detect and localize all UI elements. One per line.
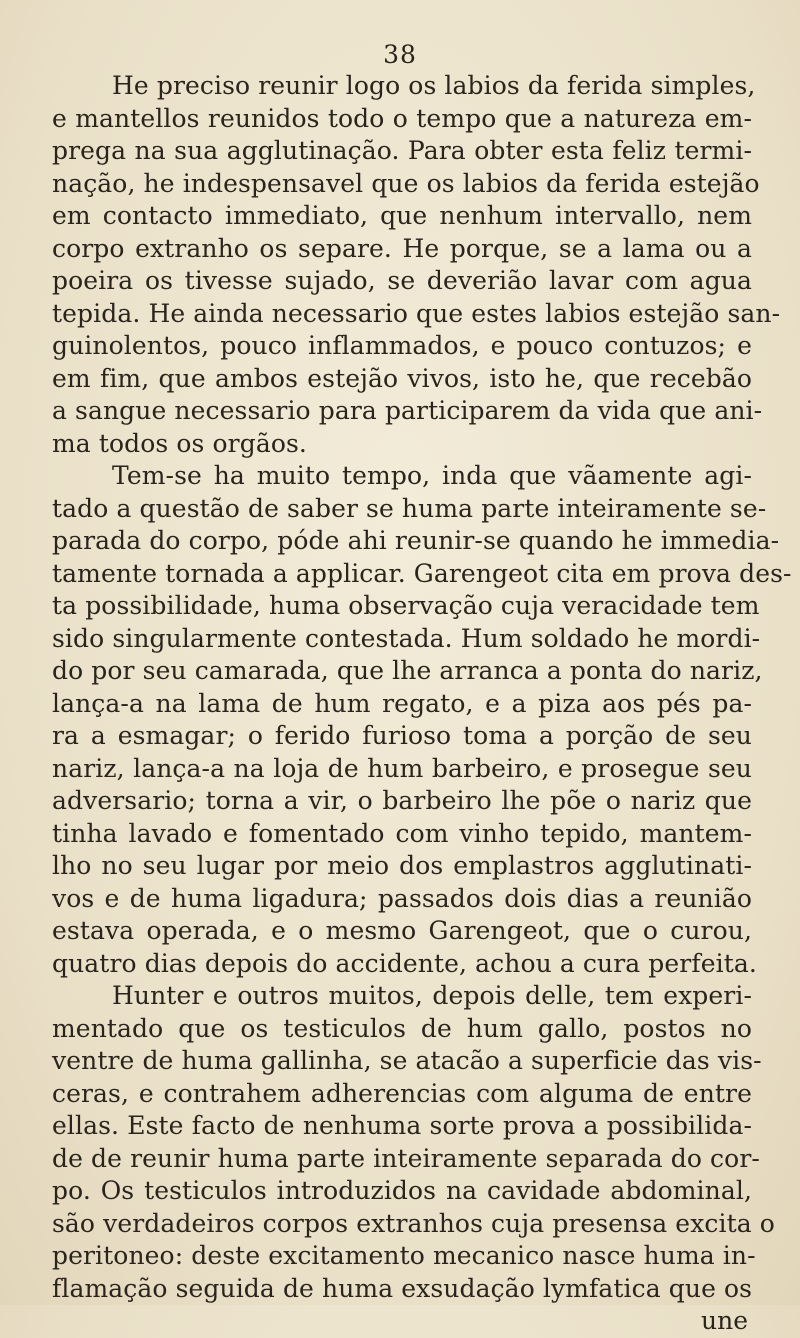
text-line: Hunter e outros muitos, depois delle, tem experi- xyxy=(112,981,752,1010)
text-line: ventre de huma gallinha, se atacão a superficie das vis- xyxy=(52,1046,762,1075)
catchword: une xyxy=(701,1306,748,1335)
text-line: tamente tornada a applicar. Garengeot cita em prova des- xyxy=(52,558,792,588)
text-line: tinha lavado e fomentado com vinho tepido, mantem- xyxy=(52,818,752,848)
text-line: estava operada, e o mesmo Garengeot, que o curou, xyxy=(52,916,752,945)
text-line: quatro dias depois do accidente, achou a cura perfeita. xyxy=(52,948,757,978)
text-line: de de reunir huma parte inteiramente separada do cor- xyxy=(52,1143,760,1173)
body-text xyxy=(52,70,792,1305)
text-line: tado a questão de saber se huma parte inteiramente se- xyxy=(52,493,767,523)
text-line: mentado que os testiculos de hum gallo, postos no xyxy=(52,1013,752,1043)
text-line: ta possibilidade, huma observação cuja veracidade tem xyxy=(52,591,760,620)
text-line: ma todos os orgãos. xyxy=(52,428,307,458)
text-line: em fim, que ambos estejão vivos, isto he, que recebão xyxy=(52,363,752,393)
text-line: ceras, e contrahem adherencias com alguma de entre xyxy=(52,1078,752,1108)
text-line: sido singularmente contestada. Hum soldado he mordi- xyxy=(52,623,761,653)
text-line: lho no seu lugar por meio dos emplastros agglutinati- xyxy=(52,851,752,880)
text-line: vos e de huma ligadura; passados dois dias a reunião xyxy=(52,883,752,913)
text-line: nariz, lança-a na loja de hum barbeiro, e prosegue seu xyxy=(52,753,752,783)
text-line: peritoneo: deste excitamento mecanico nasce huma in- xyxy=(52,1241,756,1270)
text-line: He preciso reunir logo os labios da ferida simples, xyxy=(112,71,756,100)
text-line: e mantellos reunidos todo o tempo que a natureza em- xyxy=(52,103,752,133)
text-line: tepida. He ainda necessario que estes labios estejão san- xyxy=(52,298,781,328)
text-line: parada do corpo, póde ahi reunir-se quando he immedia- xyxy=(52,526,780,555)
text-line: guinolentos, pouco inflammados, e pouco contuzos; e xyxy=(52,331,752,360)
text-line: corpo extranho os separe. He porque, se a lama ou a xyxy=(52,233,752,263)
text-line: ellas. Este facto de nenhuma sorte prova a possibilida- xyxy=(52,1111,752,1140)
text-line: adversario; torna a vir, o barbeiro lhe põe o nariz que xyxy=(52,786,752,815)
text-line: a sangue necessario para participarem da vida que ani- xyxy=(52,396,763,425)
text-line: em contacto immediato, que nenhum intervallo, nem xyxy=(52,201,752,230)
text-line: do por seu camarada, que lhe arranca a ponta do nariz, xyxy=(52,656,763,685)
text-line: Tem-se ha muito tempo, inda que vãamente agi- xyxy=(112,461,752,490)
text-line: ra a esmagar; o ferido furioso toma a porção de seu xyxy=(52,721,752,750)
text-line: po. Os testiculos introduzidos na cavidade abdominal, xyxy=(52,1176,752,1205)
text-line: flamação seguida de huma exsudação lymfatica que os xyxy=(52,1273,753,1303)
text-line: prega na sua agglutinação. Para obter esta feliz termi- xyxy=(52,136,752,165)
page-number: 38 xyxy=(383,40,417,69)
text-line: nação, he indespensavel que os labios da ferida estejão xyxy=(52,168,760,198)
text-line: poeira os tivesse sujado, se deverião lavar com agua xyxy=(52,266,752,295)
text-line: lança-a na lama de hum regato, e a piza aos pés pa- xyxy=(52,688,752,718)
text-line: são verdadeiros corpos extranhos cuja presensa excita o xyxy=(52,1208,775,1238)
